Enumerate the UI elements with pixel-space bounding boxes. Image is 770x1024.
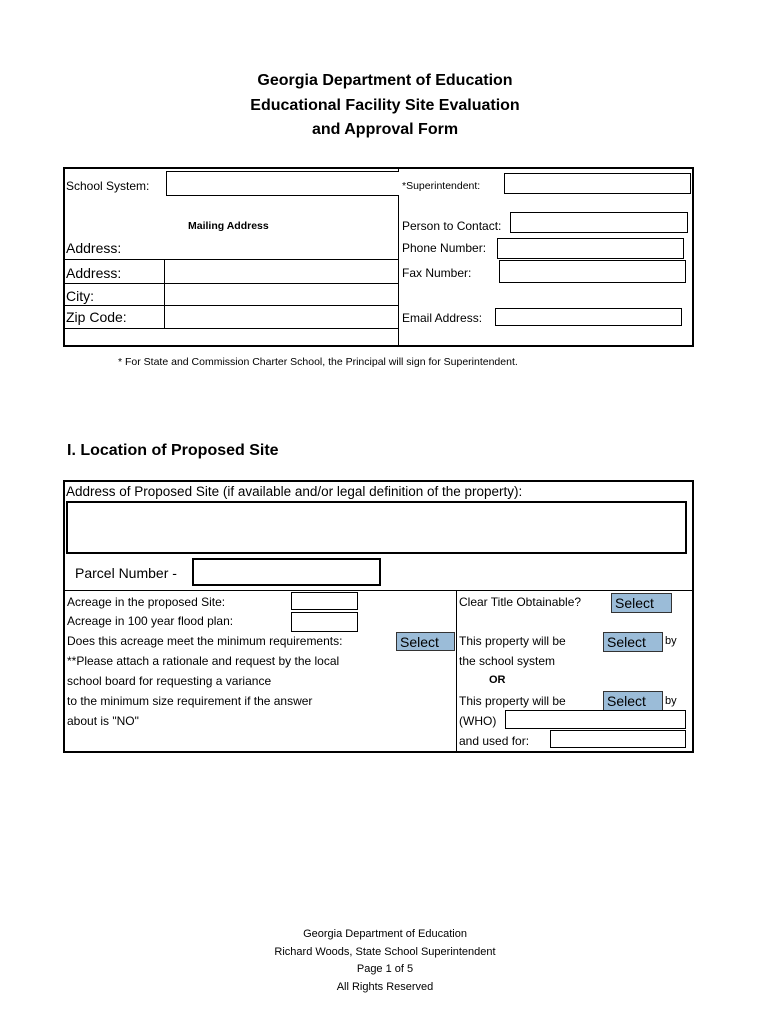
used-for-input[interactable] [550, 730, 686, 748]
property-will-be-label-2: This property will be [459, 694, 566, 708]
section-heading: I. Location of Proposed Site [67, 442, 279, 459]
variance-note-4: about is "NO" [67, 714, 139, 728]
zip-code-label: Zip Code: [66, 309, 127, 325]
page-footer [0, 926, 770, 996]
column-divider [456, 590, 457, 751]
city-input[interactable] [166, 306, 398, 327]
address-1-input[interactable] [166, 261, 398, 282]
by-label-2: by [665, 695, 677, 707]
title-line-1: Georgia Department of Education [257, 72, 513, 89]
flood-plain-label: Acreage in 100 year flood plan: [67, 614, 234, 628]
variance-note-2: school board for requesting a variance [67, 674, 272, 688]
flood-plain-input[interactable] [291, 612, 358, 632]
clear-title-select[interactable]: Select [611, 593, 672, 613]
property-will-be-select-1[interactable]: Select [603, 632, 663, 652]
property-will-be-select-2[interactable]: Select [603, 691, 663, 711]
school-system-input[interactable] [166, 171, 399, 196]
phone-input[interactable] [497, 238, 684, 259]
row-line [65, 283, 399, 284]
minimum-requirements-label: Does this acreage meet the minimum requirements: [67, 634, 343, 648]
footer-page-number: Page 1 of 5 [356, 963, 414, 975]
who-label: (WHO) [459, 714, 497, 728]
zip-code-input[interactable] [166, 329, 398, 345]
fax-input[interactable] [499, 260, 686, 283]
footnote: * For State and Commission Charter School, the Principal will sign for Superintendent. [118, 356, 518, 368]
used-for-label: and used for: [459, 734, 530, 748]
minimum-requirements-select[interactable]: Select [396, 632, 455, 651]
row-line [65, 259, 399, 260]
clear-title-label: Clear Title Obtainable? [459, 595, 582, 609]
address-2-input[interactable] [166, 285, 398, 304]
footer-line-2: Richard Woods, State School Superintendent [274, 945, 496, 958]
person-to-contact-input[interactable] [510, 212, 688, 233]
email-input[interactable] [495, 308, 682, 326]
acreage-input[interactable] [291, 592, 358, 610]
footer-line-4: All Rights Reserved [336, 980, 434, 993]
contact-label-divider [164, 259, 165, 328]
row-line [65, 590, 692, 591]
variance-note-1: **Please attach a rationale and request by the local [67, 654, 340, 668]
school-system-text: the school system [459, 654, 556, 668]
by-label-1: by [665, 635, 677, 647]
proposed-site-address-label: Address of Proposed Site (if available and/or legal definition of the property): [66, 484, 523, 499]
footer-line-1: Georgia Department of Education [303, 928, 467, 940]
address-2-label: Address: [66, 265, 122, 281]
fax-label: Fax Number: [402, 266, 472, 280]
superintendent-input[interactable] [504, 173, 691, 194]
page-title [0, 69, 770, 143]
email-label: Email Address: [402, 311, 483, 325]
school-system-label: School System: [66, 179, 150, 193]
proposed-site-address-input[interactable] [66, 501, 687, 554]
phone-label: Phone Number: [402, 241, 487, 255]
who-input[interactable] [505, 710, 686, 729]
city-label: City: [66, 288, 94, 304]
variance-note-3: to the minimum size requirement if the answer [67, 694, 313, 708]
acreage-label: Acreage in the proposed Site: [67, 595, 226, 609]
superintendent-label: *Superintendent: [402, 180, 481, 192]
address-1-label: Address: [66, 240, 122, 256]
property-will-be-label-1: This property will be [459, 634, 566, 648]
parcel-number-label: Parcel Number - [75, 565, 177, 581]
title-line-3: and Approval Form [311, 121, 459, 138]
or-text: OR [489, 674, 506, 686]
person-to-contact-label: Person to Contact: [402, 219, 502, 233]
title-line-2: Educational Facility Site Evaluation [250, 96, 520, 114]
mailing-address-label: Mailing Address [188, 220, 269, 232]
parcel-number-input[interactable] [192, 558, 381, 586]
